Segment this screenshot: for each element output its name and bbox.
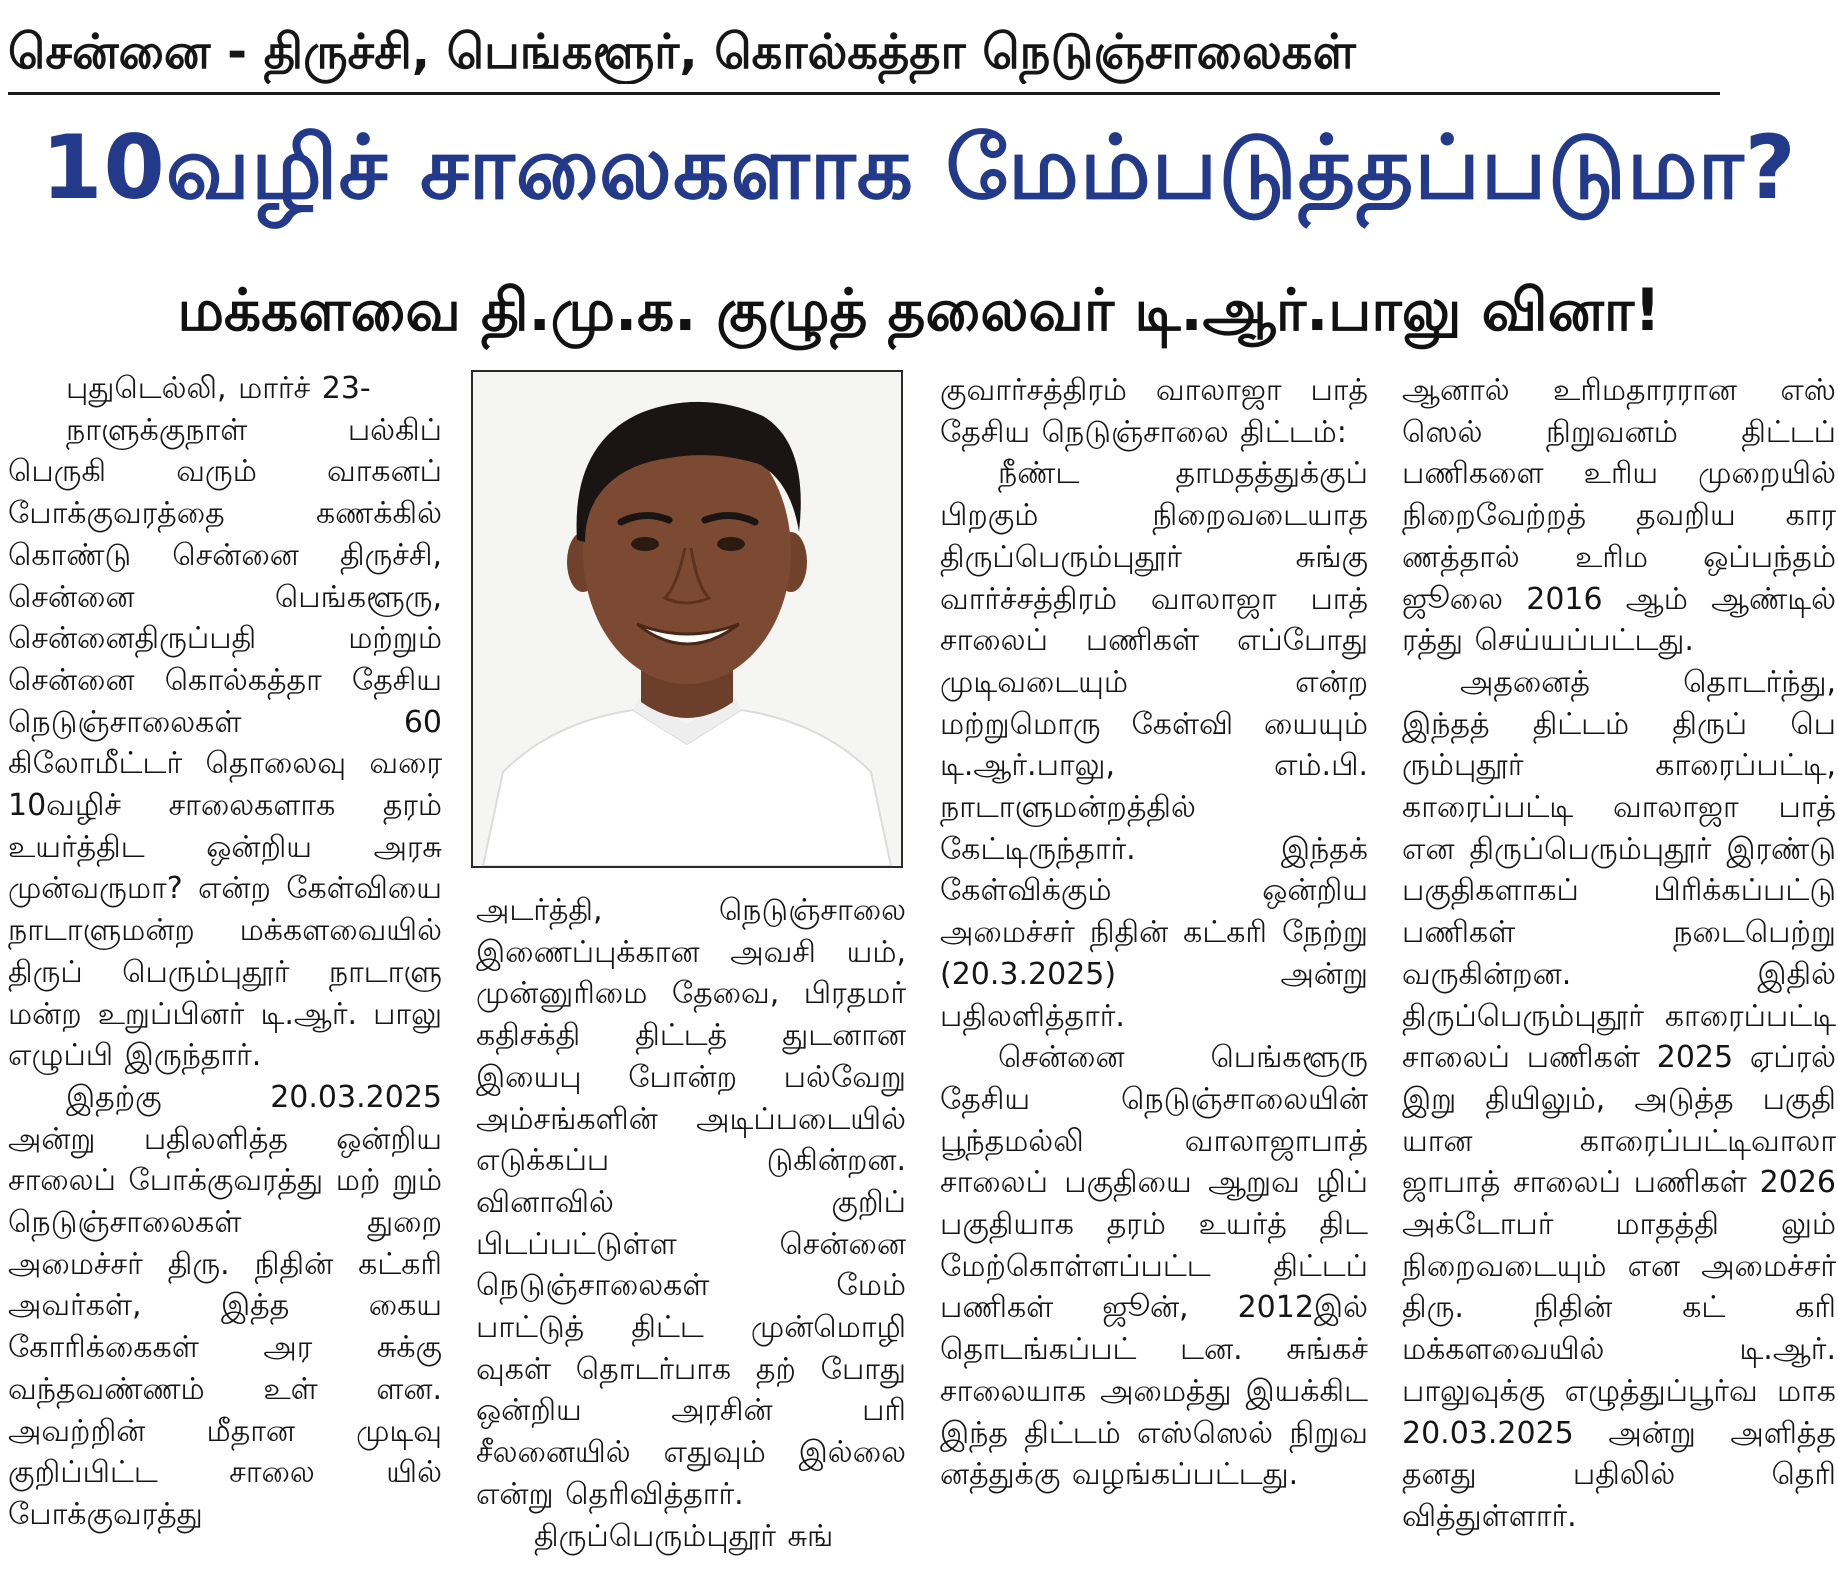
column-3-paragraph-3: சென்னை பெங்களூரு தேசிய நெடுஞ்சாலையின் பூந்தமல்லி வாலாஜாபாத் சாலைப் பகுதியை ஆறுவ ழிப் பகுதியாக தரம் உயர்த் திட மேற்கொள்ளப்பட்ட திட்டப் பணிகள் ஜூன், 2012இல் தொடங்கப்பட் டன. சுங்கச் சாலையாக அமைத்து இயக்கிட இந்த திட்டம் எஸ்ஸெல் நிறுவ னத்துக்கு வழங்கப்பட்டது.: [940, 1040, 1368, 1493]
kicker-headline: சென்னை - திருச்சி, பெங்களூர், கொல்கத்தா நெடுஞ்சாலைகள்: [8, 24, 1356, 80]
column-2-paragraph-2: திருப்பெரும்புதூர் சுங்: [534, 1518, 834, 1554]
article-column-3: [940, 370, 1368, 1496]
article-column-4: [1402, 370, 1836, 1538]
article-column-2: [476, 890, 906, 1557]
dateline: புதுடெல்லி, மார்ச் 23-: [66, 371, 371, 406]
main-headline: 10வழிச் சாலைகளாக மேம்படுத்தப்படுமா?: [41, 116, 1797, 219]
portrait-photo: [471, 370, 903, 868]
kicker-divider: [8, 92, 1720, 95]
column-4-paragraph-2: அதனைத் தொடர்ந்து, இந்தத் திட்டம் திருப் பெ ரும்புதூர் காரைப்பட்டி, காரைப்பட்டி வாலாஜா பாத் என திருப்பெரும்புதூர் இரண்டு பகுதிகளாகப் பிரிக்கப்பட்டு பணிகள் நடைபெற்று வருகின்றன. இதில் திருப்பெரும்புதூர் காரைப்பட்டி சாலைப் பணிகள் 2025 ஏப்ரல் இறு தியிலும், அடுத்த பகுதி யான காரைப்பட்டிவாலா ஜாபாத் சாலைப் பணிகள் 2026 அக்டோபர் மாதத்தி லும் நிறைவடையும் என அமைச்சர் திரு. நிதின் கட் கரி மக்களவையில் டி.ஆர். பாலுவுக்கு எழுத்துப்பூர்வ மாக 20.03.2025 அன்று அளித்த தனது பதிலில் தெரி வித்துள்ளார்.: [1402, 664, 1836, 1534]
subheading-project: குவார்சத்திரம் வாலாஜா பாத் தேசிய நெடுஞ்சாலை திட்டம்:: [940, 373, 1368, 450]
column-1-paragraph-2: இதற்கு 20.03.2025 அன்று பதிலளித்த ஒன்றிய சாலைப் போக்குவரத்து மற் றும் நெடுஞ்சாலைகள் துறை அமைச்சர் திரு. நிதின் கட்கரி அவர்கள், இத்த கைய கோரிக்கைகள் அர சுக்கு வந்தவண்ணம் உள் ளன. அவற்றின் மீதான முடிவு குறிப்பிட்ட சாலை யில் போக்குவரத்து: [8, 1079, 442, 1532]
column-4-paragraph-1: ஆனால் உரிமதாரரான எஸ் ஸெல் நிறுவனம் திட்டப் பணிகளை உரிய முறையில் நிறைவேற்றத் தவறிய கார ணத்தால் உரிம ஒப்பந்தம் ஜூலை 2016 ஆம் ஆண்டில் ரத்து செய்யப்பட்டது.: [1402, 373, 1836, 659]
article-column-1: [8, 368, 442, 1536]
column-1-paragraph-1: நாளுக்குநாள் பல்கிப் பெருகி வரும் வாகனப் போக்குவரத்தை கணக்கில் கொண்டு சென்னை திருச்சி, சென்னை பெங்களூரு, சென்னைதிருப்பதி மற்றும் சென்னை கொல்கத்தா தேசிய நெடுஞ்சாலைகள் 60 கிலோமீட்டர் தொலைவு வரை 10வழிச் சாலைகளாக தரம் உயர்த்திட ஒன்றிய அரசு முன்வருமா? என்ற கேள்வியை நாடாளுமன்ற மக்களவையில் திருப் பெரும்புதூர் நாடாளு மன்ற உறுப்பினர் டி.ஆர். பாலு எழுப்பி இருந்தார்.: [8, 412, 442, 1074]
column-2-paragraph-1: அடர்த்தி, நெடுஞ்சாலை இணைப்புக்கான அவசி யம், முன்னுரிமை தேவை, பிரதமர் கதிசக்தி திட்டத் துடனான இயைபு போன்ற பல்வேறு அம்சங்களின் அடிப்படையில் எடுக்கப்ப டுகின்றன. வினாவில் குறிப் பிடப்பட்டுள்ள சென்னை நெடுஞ்சாலைகள் மேம் பாட்டுத் திட்ட முன்மொழி வுகள் தொடர்பாக தற் போது ஒன்றிய அரசின் பரி சீலனையில் எதுவும் இல்லை என்று தெரிவித்தார்.: [476, 893, 906, 1512]
sub-headline: மக்களவை தி.மு.க. குழுத் தலைவர் டி.ஆர்.பாலு வினா!: [177, 276, 1661, 344]
column-3-paragraph-2: நீண்ட தாமதத்துக்குப் பிறகும் நிறைவடையாத திருப்பெரும்புதூர் சுங்கு வார்ச்சத்திரம் வாலாஜா பாத் சாலைப் பணிகள் எப்போது முடிவடையும் என்ற மற்றுமொரு கேள்வி யையும் டி.ஆர்.பாலு, எம்.பி. நாடாளுமன்றத்தில் கேட்டிருந்தார். இந்தக் கேள்விக்கும் ஒன்றிய அமைச்சர் நிதின் கட்கரி நேற்று (20.3.2025) அன்று பதிலளித்தார்.: [940, 456, 1368, 1034]
portrait-illustration: [473, 372, 901, 866]
